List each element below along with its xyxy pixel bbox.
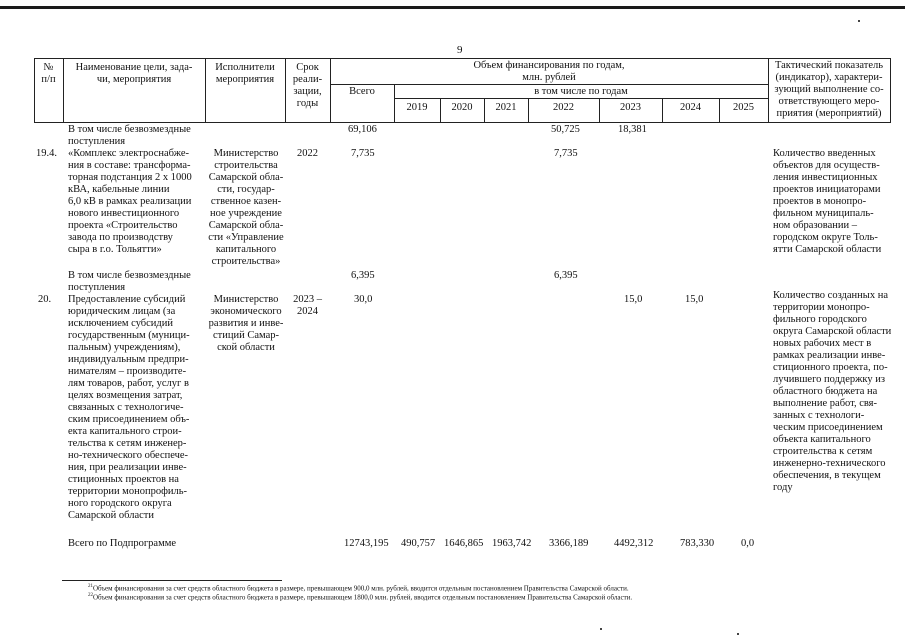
header-year-2020: 2020: [451, 102, 473, 113]
page-number: 9: [457, 44, 463, 56]
grant-row-2-total: 6,395: [351, 270, 375, 281]
header-year-2025: 2025: [733, 102, 754, 113]
grant-row-2-label: В том числе безвозмездные поступления: [68, 270, 191, 293]
header-total: Всего: [349, 86, 375, 97]
row-19-4-executor: Министерство строительства Самарской обла- сти, государ- ственное казен- ное учреждение Самарской обла- сти «Управление капитального строительства»: [208, 148, 284, 267]
grant-row-1-2023: 18,381: [618, 124, 647, 135]
row-20-2024: 15,0: [685, 294, 704, 305]
footnote-22-mark: 22: [88, 593, 93, 598]
header-num: № п/п: [41, 62, 56, 85]
footnote-separator: [62, 580, 282, 581]
row-20-executor: Министерство экономического развития и инве- стиций Самар- ской области: [208, 294, 284, 353]
total-row-2023: 4492,312: [614, 538, 654, 549]
scan-speck: [737, 633, 739, 635]
row-20-name: Предоставление субсидий юридическим лицам (за исключением субсидий государственным (муници- пальным) учреждениям), индивидуальным предпри- нимателям – производите- лям товаров, работ, услуг в целях возмещения затрат, связанных с технологиче- ским присоединением объ- екта капитального строи- тельства к сетям инженер- но-технического обеспече- ния, при реализации инве- стиционных проектов на территории монопрофиль- ного городского округа Самарской области: [68, 294, 190, 521]
total-row-2019: 490,757: [401, 538, 436, 549]
footnote-21-mark: 21: [88, 584, 93, 589]
row-20-2023: 15,0: [624, 294, 643, 305]
row-19-4-total: 7,735: [351, 148, 375, 159]
row-19-4-2022: 7,735: [554, 148, 578, 159]
grant-row-1-2022: 50,725: [551, 124, 580, 135]
header-term: Срок реали- зации, годы: [292, 62, 323, 109]
total-row-label: Всего по Подпрограмме: [68, 538, 177, 549]
header-year-2023: 2023: [620, 102, 641, 113]
top-border-line: [0, 6, 905, 9]
footnote-22: [88, 591, 632, 602]
total-row-2022: 3366,189: [549, 538, 589, 549]
row-19-4-term: 2022: [297, 148, 318, 159]
footnote-21-text: Объем финансирования за счет средств областного бюджета в размере, превышающем 900,0 млн. рублей, вводится отдельным постановлением Правительства Самарской области.: [93, 584, 629, 593]
row-20-number: 20.: [38, 294, 52, 305]
total-row-2020: 1646,865: [444, 538, 484, 549]
scan-speck: [858, 20, 860, 22]
header-year-2019: 2019: [406, 102, 428, 113]
header-funding: Объем финансирования по годам, млн. рублей: [473, 60, 625, 83]
header-year-2021: 2021: [495, 102, 517, 113]
total-row-2024: 783,330: [680, 538, 715, 549]
grant-row-1-label: В том числе безвозмездные поступления: [68, 124, 191, 147]
total-row-total: 12743,195: [344, 538, 389, 549]
header-year-2024: 2024: [680, 102, 701, 113]
total-row-2025: 0,0: [741, 538, 755, 549]
header-indicator: Тактический показатель (индикатор), характери- зующий выполнение со- ответствующего меро- приятия (мероприятий): [774, 60, 884, 119]
header-year-2022: 2022: [553, 102, 574, 113]
header-executors: Исполнители мероприятия: [215, 62, 275, 85]
row-20-term: 2023 – 2024: [293, 294, 322, 317]
header-incl-years: в том числе по годам: [534, 86, 628, 97]
total-row-2021: 1963,742: [492, 538, 532, 549]
header-name: Наименование цели, зада- чи, мероприятия: [75, 62, 193, 85]
grant-row-1-total: 69,106: [348, 124, 377, 135]
grant-row-2-2022: 6,395: [554, 270, 578, 281]
row-19-4-number: 19.4.: [36, 148, 57, 159]
row-19-4-indicator: Количество введенных объектов для осуществ- ления инвестиционных проектов инициаторами проектов в монопро- фильном муниципаль- ном образовании – городском округе Толь- ятти Самарской области: [773, 148, 882, 255]
scan-speck: [600, 628, 602, 630]
row-19-4-name: «Комплекс электроснабже- ния в составе: трансформа- торная подстанция 2 х 1000 кВА, кабельные линии 6,0 кВ в рамках реализации нового инвестиционного проекта «Строительство завода по производству сыра в г.о. Тольятти»: [68, 148, 192, 255]
row-20-indicator: Количество созданных на территории монопро- фильного городского округа Самарской области новых рабочих мест в рамках реализации инве- стиционного проекта, по- лучившего поддержку из областного бюджета на выполнение работ, свя- занных с технологи- ческим присоединением объекта капитального строительства к сетям инженерно-технического обеспечения, в текущем году: [773, 290, 892, 493]
footnote-22-text: Объем финансирования за счет средств областного бюджета в размере, превышающем 1800,0 млн. рублей, вводится отдельным постановлением Правительства Самарской области.: [93, 593, 633, 602]
row-20-total: 30,0: [354, 294, 373, 305]
